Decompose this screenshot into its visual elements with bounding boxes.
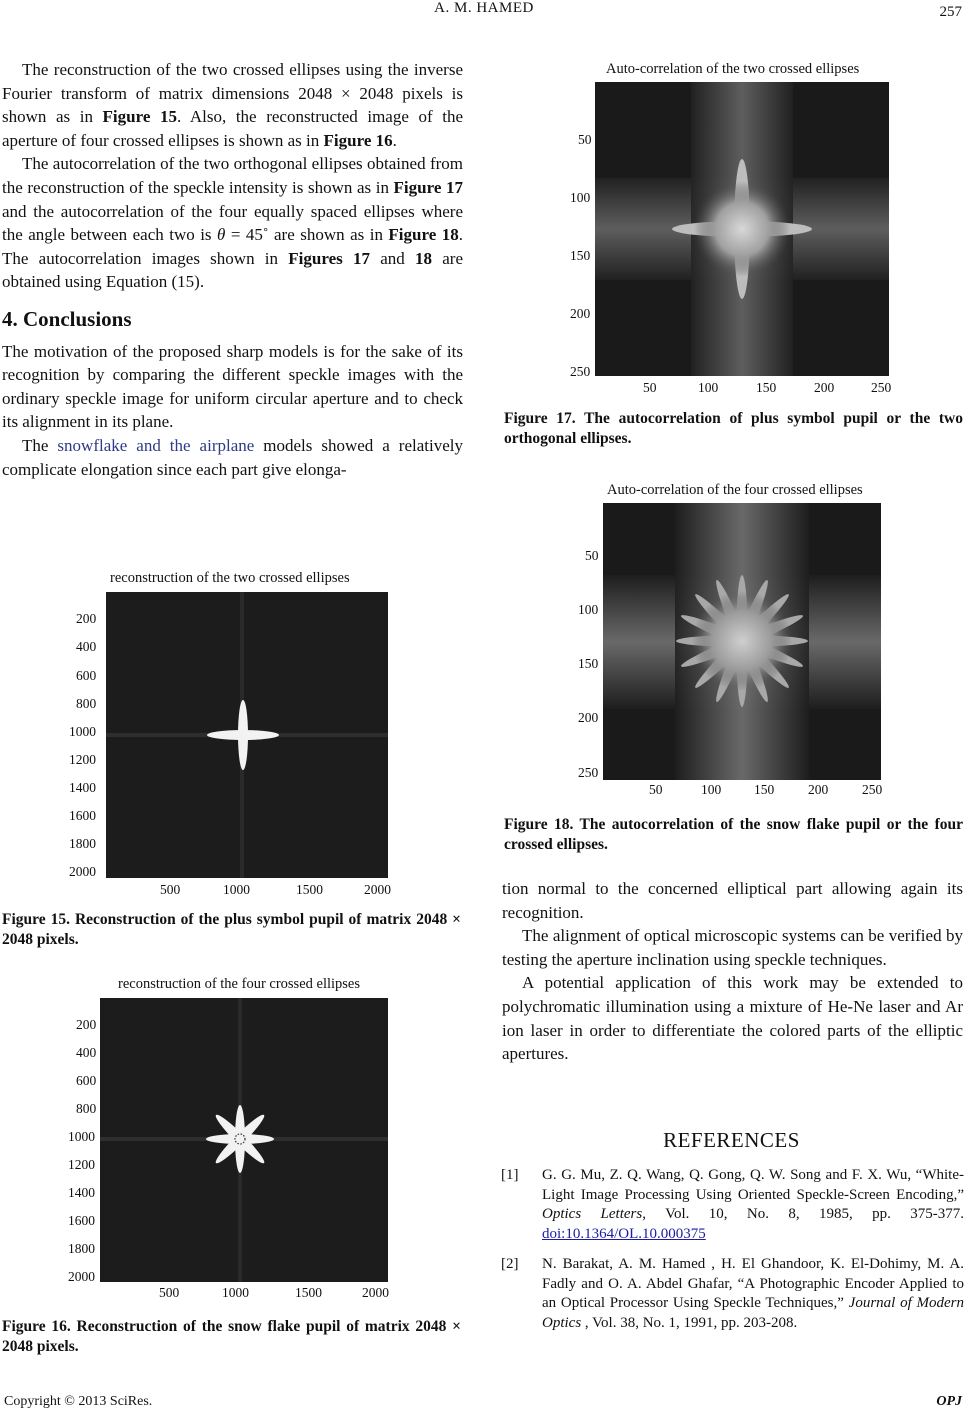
references-heading: REFERENCES [663,1128,800,1152]
reference-item [501,1166,964,1244]
left-column-text [2,58,463,481]
y-tick: 100 [578,602,599,617]
figure-16-title: reconstruction of the four crossed ellipses [118,976,360,992]
y-tick: 200 [578,710,599,725]
journal-name: Optics Letters [542,1206,643,1222]
footer-journal: OPJ [936,1394,962,1409]
figure-18-caption: Figure 18. The autocorrelation of the snow flake pupil or the four crossed ellipses. [504,816,963,853]
y-tick: 200 [76,611,97,626]
x-tick: 150 [756,380,777,395]
y-tick: 800 [76,696,97,711]
figure-16-caption: Figure 16. Reconstruction of the snow flake pupil of matrix 2048 × 2048 pixels. [2,1318,461,1355]
figure-ref[interactable]: Figures 17 [288,248,370,268]
x-tick: 200 [814,380,835,395]
y-tick: 200 [570,306,591,321]
autocorrelation-plus-graphic [595,82,889,376]
figure-17-image [595,82,889,376]
x-tick: 200 [808,782,829,797]
page-number: 257 [939,4,962,20]
journal-name: Journal of Modern Optics [542,1295,964,1331]
y-tick: 600 [76,1073,97,1088]
footer-copyright: Copyright © 2013 SciRes. [4,1394,153,1409]
x-tick: 1000 [223,882,250,897]
figure-16-image [100,998,388,1282]
y-tick: 150 [570,248,591,263]
figure-15-caption: Figure 15. Reconstruction of the plus symbol pupil of matrix 2048 × 2048 pixels. [2,911,461,948]
y-tick: 1600 [69,808,96,823]
paragraph: The autocorrelation of the two orthogonal ellipses obtained from the reconstruction of the speckle intensity is shown as in Figure 17 and the autocorrelation of the four equally spaced ellipses where the angle between each two is θ = 45˚ are shown as in Figure 18. The autocorrelation images shown in Figures 17 and 18 are obtained using Equation (15). [2,154,463,292]
y-tick: 400 [76,639,97,654]
paragraph: The snowflake and the airplane models showed a relatively complicate elongation since each part give elonga- [2,435,463,479]
y-tick: 1400 [68,1185,95,1200]
y-tick: 1000 [68,1129,95,1144]
figure-ref[interactable]: 18 [415,248,432,268]
x-tick: 50 [649,782,663,797]
snowflake-reconstruction-graphic [100,998,388,1282]
autocorrelation-snowflake-graphic [603,503,881,780]
running-header-author: A. M. HAMED [434,0,534,16]
y-tick: 50 [585,548,599,563]
doi-link[interactable]: doi:10.1364/OL.10.000375 [542,1225,706,1242]
y-tick: 150 [578,656,599,671]
x-tick: 1500 [295,1285,322,1300]
x-tick: 500 [160,882,181,897]
x-tick: 150 [754,782,775,797]
x-tick: 2000 [362,1285,389,1300]
figure-17-title: Auto-correlation of the two crossed ellipses [606,61,860,77]
figure-17-caption: Figure 17. The autocorrelation of plus symbol pupil or the two orthogonal ellipses. [504,410,963,447]
y-tick: 100 [570,190,591,205]
highlighted-text: snowflake and the airplane [57,435,255,455]
x-tick: 100 [698,380,719,395]
y-tick: 200 [76,1017,97,1032]
paragraph: The alignment of optical microscopic systems can be verified by testing the aperture inclination using speckle techniques. [502,926,963,969]
figure-ref[interactable]: Figure 16 [323,130,393,150]
reference-text: G. G. Mu, Z. Q. Wang, Q. Gong, Q. W. Song and F. X. Wu, “White-Light Image Processing Using Oriented Speckle-Screen Encoding,” Optics Letters, Vol. 10, No. 8, 1985, pp. 375-377. doi:10.1364/OL.10.000375 [542,1167,964,1242]
y-tick: 1200 [69,752,96,767]
y-tick: 1400 [69,780,96,795]
y-tick: 2000 [68,1269,95,1284]
x-tick: 100 [701,782,722,797]
section-heading: 4. Conclusions [2,306,132,331]
paragraph: The motivation of the proposed sharp models is for the sake of its recognition by comparing the different speckle images with the ordinary speckle image for uniform circular aperture and to check its alignment in its plane. [2,341,463,432]
x-tick: 50 [643,380,657,395]
x-tick: 250 [862,782,883,797]
y-tick: 250 [578,765,599,780]
paragraph: tion normal to the concerned elliptical part allowing again its recognition. [502,879,963,922]
x-tick: 1000 [222,1285,249,1300]
x-tick: 1500 [296,882,323,897]
reference-number: [1] [501,1167,519,1183]
plus-reconstruction-graphic [106,592,388,878]
y-tick: 250 [570,364,591,379]
figure-ref[interactable]: Figure 15 [102,107,177,127]
y-tick: 800 [76,1101,97,1116]
x-tick: 250 [871,380,892,395]
y-tick: 1200 [68,1157,95,1172]
figure-ref[interactable]: Figure 18 [388,225,459,245]
figure-15-title: reconstruction of the two crossed ellipses [110,570,350,586]
x-tick: 500 [159,1285,180,1300]
figure-18-title: Auto-correlation of the four crossed ellipses [607,482,863,498]
x-tick: 2000 [364,882,391,897]
reference-number: [2] [501,1256,519,1272]
reference-text: N. Barakat, A. M. Hamed , H. El Ghandoor, K. El-Dohimy, M. A. Fadly and O. A. Abdel Ghafar, “A Photographic Encoder Applied to an Optical Processor Using Speckle Techniques,” Journal of Modern Optics , Vol. 38, No. 1, 1991, pp. 203-208. [542,1256,964,1331]
figure-ref[interactable]: Figure 17 [393,177,463,197]
figure-15-image [106,592,388,878]
y-tick: 600 [76,668,97,683]
right-column-text [502,877,963,1066]
y-tick: 1000 [69,724,96,739]
y-tick: 1600 [68,1213,95,1228]
paragraph: The reconstruction of the two crossed ellipses using the inverse Fourier transform of matrix dimensions 2048 × 2048 pixels is shown as in Figure 15. Also, the reconstructed image of the aperture of four crossed ellipses is shown as in Figure 16. [2,60,463,150]
y-tick: 1800 [68,1241,95,1256]
figure-18-image [603,503,881,780]
y-tick: 2000 [69,864,96,879]
paragraph: A potential application of this work may be extended to polychromatic illumination using a mixture of He-Ne laser and Ar ion laser in order to differentiate the colored parts of the elliptic apertures. [502,973,963,1064]
y-tick: 400 [76,1045,97,1060]
y-tick: 1800 [69,836,96,851]
y-tick: 50 [578,132,592,147]
reference-item [501,1255,964,1333]
